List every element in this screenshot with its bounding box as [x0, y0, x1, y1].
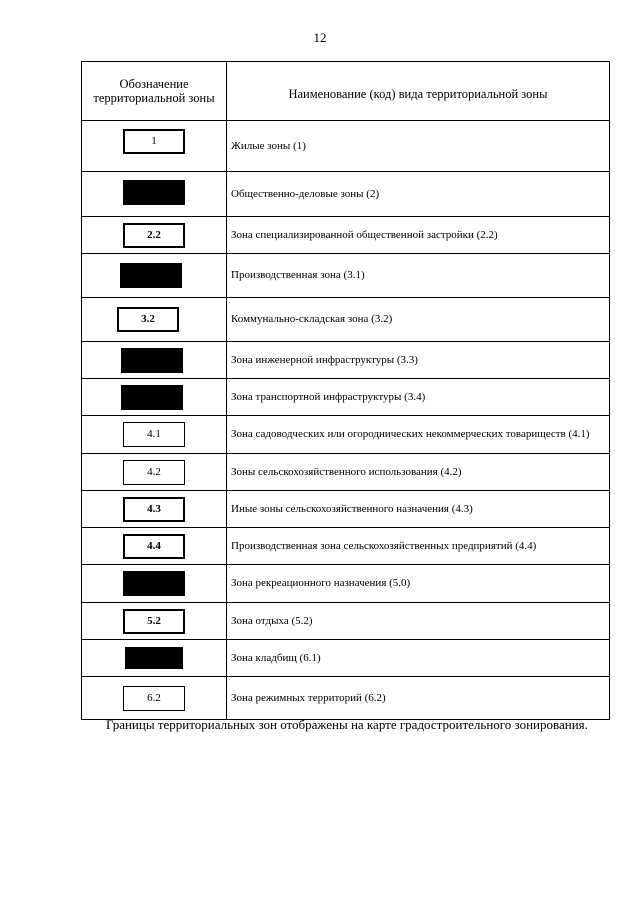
- zone-code-cell: [82, 254, 227, 298]
- zone-code-cell: [82, 677, 227, 720]
- zone-name-cell: Зона транспортной инфраструктуры (3.4): [227, 379, 610, 416]
- table-row: [82, 603, 610, 640]
- zone-name-cell: Производственная зона сельскохозяйственных предприятий (4.4): [227, 528, 610, 565]
- page-number: 12: [313, 30, 327, 45]
- zone-code-cell: [82, 217, 227, 254]
- zone-code-badge: 4.1: [123, 422, 185, 447]
- zone-code-cell: [82, 603, 227, 640]
- zone-code-cell: [82, 491, 227, 528]
- table-header-row: [82, 62, 610, 121]
- zone-code-badge: 6.2: [123, 686, 185, 711]
- zone-code-badge: 1: [123, 129, 185, 154]
- zone-name-cell: Зона рекреационного назначения (5.0): [227, 565, 610, 603]
- zone-name-cell: Зона садоводческих или огороднических некоммерческих товариществ (4.1): [227, 416, 610, 454]
- footer-paragraph: Границы территориальных зон отображены на карте градостроительного зонирования.: [106, 717, 588, 732]
- territorial-zones-table: [81, 61, 610, 720]
- table-row: [82, 416, 610, 454]
- table-row: [82, 254, 610, 298]
- zone-code-cell: [82, 298, 227, 342]
- header-zone-designation: Обозначение территориальной зоны: [82, 62, 227, 121]
- zone-name-cell: Иные зоны сельскохозяйственного назначения (4.3): [227, 491, 610, 528]
- zone-code-cell: [82, 565, 227, 603]
- table-row: [82, 565, 610, 603]
- zone-name-cell: Жилые зоны (1): [227, 121, 610, 172]
- zone-filled-swatch: [120, 263, 182, 288]
- table-row: [82, 298, 610, 342]
- zone-code-badge: 4.4: [123, 534, 185, 559]
- table-row: [82, 677, 610, 720]
- table-row: [82, 491, 610, 528]
- zone-code-cell: [82, 454, 227, 491]
- table-row: [82, 121, 610, 172]
- zone-code-badge: 3.2: [117, 307, 179, 332]
- zone-name-cell: Зона режимных территорий (6.2): [227, 677, 610, 720]
- zone-code-badge: 2.2: [123, 223, 185, 248]
- zone-code-cell: [82, 528, 227, 565]
- table-row: [82, 379, 610, 416]
- zone-name-cell: Зоны сельскохозяйственного использования (4.2): [227, 454, 610, 491]
- zone-code-cell: [82, 342, 227, 379]
- zone-name-cell: Зона кладбищ (6.1): [227, 640, 610, 677]
- zone-filled-swatch: [125, 647, 183, 669]
- zone-code-cell: [82, 172, 227, 217]
- zone-code-cell: [82, 121, 227, 172]
- zone-filled-swatch: [123, 180, 185, 205]
- zone-code-cell: [82, 640, 227, 677]
- zone-code-badge: 5.2: [123, 609, 185, 634]
- zone-code-cell: [82, 416, 227, 454]
- zone-code-badge: 4.2: [123, 460, 185, 485]
- zone-filled-swatch: [121, 385, 183, 410]
- zone-name-cell: Общественно-деловые зоны (2): [227, 172, 610, 217]
- table-row: [82, 528, 610, 565]
- zone-name-cell: Коммунально-складская зона (3.2): [227, 298, 610, 342]
- zone-name-cell: Зона отдыха (5.2): [227, 603, 610, 640]
- zone-name-cell: Производственная зона (3.1): [227, 254, 610, 298]
- zone-filled-swatch: [123, 571, 185, 596]
- zone-code-cell: [82, 379, 227, 416]
- table-row: [82, 217, 610, 254]
- table-row: [82, 342, 610, 379]
- table-row: [82, 172, 610, 217]
- zone-filled-swatch: [121, 348, 183, 373]
- table-row: [82, 640, 610, 677]
- zone-name-cell: Зона специализированной общественной застройки (2.2): [227, 217, 610, 254]
- zone-name-cell: Зона инженерной инфраструктуры (3.3): [227, 342, 610, 379]
- table-row: [82, 454, 610, 491]
- zone-code-badge: 4.3: [123, 497, 185, 522]
- header-zone-name: Наименование (код) вида территориальной зоны: [227, 62, 610, 121]
